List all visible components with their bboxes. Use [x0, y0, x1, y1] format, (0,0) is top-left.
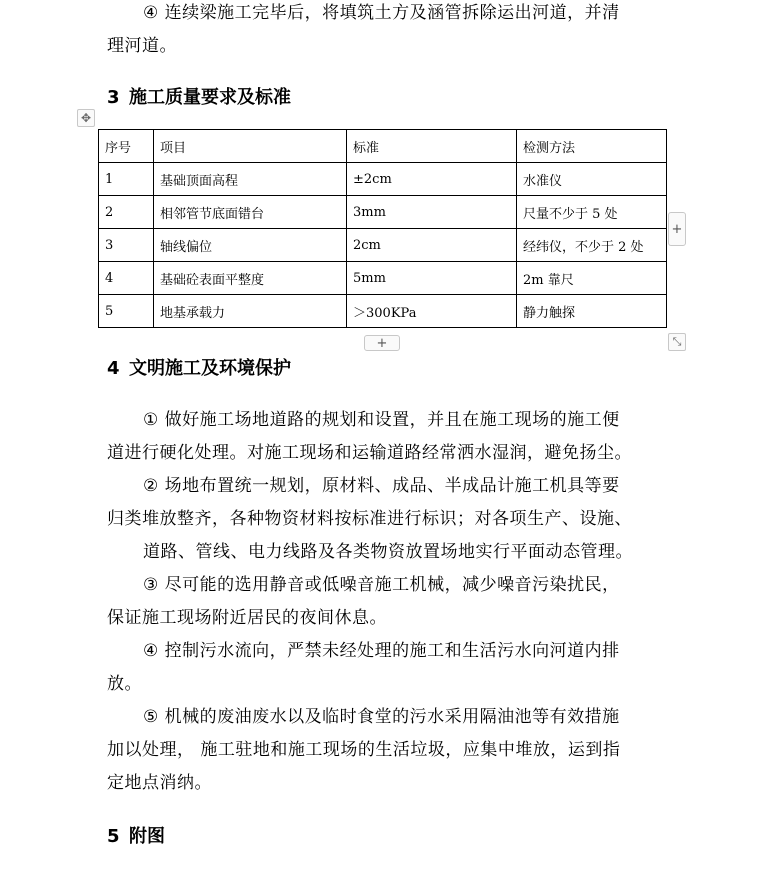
table-row — [99, 295, 667, 328]
section-3-heading — [107, 86, 291, 110]
table-cell: 3 — [99, 229, 154, 262]
paragraph-line: 道进行硬化处理。对施工现场和运输道路经常洒水湿润，避免扬尘。 — [107, 443, 632, 463]
table-cell: 经纬仪，不少于 2 处 — [517, 229, 667, 262]
header-cell-standard: 标准 — [347, 130, 517, 163]
table-row — [99, 262, 667, 295]
add-row-button[interactable] — [364, 335, 400, 351]
paragraph-line: ④ 控制污水流向，严禁未经处理的施工和生活污水向河道内排 — [143, 641, 620, 661]
paragraph-top — [107, 0, 663, 63]
table-row — [99, 163, 667, 196]
section-number: 3 — [107, 87, 120, 108]
table-cell: 2m 靠尺 — [517, 262, 667, 295]
section-title: 附图 — [129, 826, 165, 847]
header-cell-index: 序号 — [99, 130, 154, 163]
table-row — [99, 229, 667, 262]
section-title: 施工质量要求及标准 — [129, 87, 291, 108]
table-cell: 水准仪 — [517, 163, 667, 196]
section-title: 文明施工及环境保护 — [129, 358, 291, 379]
section-number: 5 — [107, 826, 120, 847]
header-cell-item: 项目 — [154, 130, 347, 163]
move-icon: ✥ — [80, 111, 92, 125]
table-cell: 4 — [99, 262, 154, 295]
table-move-handle[interactable] — [77, 109, 95, 127]
table-resize-handle[interactable] — [668, 333, 686, 351]
paragraph-line: 保证施工现场附近居民的夜间休息。 — [107, 608, 387, 628]
plus-icon: + — [376, 335, 388, 351]
table-cell: 基础砼表面平整度 — [154, 262, 347, 295]
table-header-row — [99, 130, 667, 163]
header-cell-method: 检测方法 — [517, 130, 667, 163]
table-cell: ±2cm — [347, 163, 517, 196]
paragraph-line: 定地点消纳。 — [107, 773, 212, 793]
table-cell: 地基承载力 — [154, 295, 347, 328]
paragraph-line: ⑤ 机械的废油废水以及临时食堂的污水采用隔油池等有效措施 — [143, 707, 620, 727]
table-cell: 2cm — [347, 229, 517, 262]
paragraph-line: ① 做好施工场地道路的规划和设置，并且在施工现场的施工便 — [143, 410, 620, 430]
quality-standards-table — [98, 129, 667, 328]
paragraph-line: 理河道。 — [107, 36, 177, 56]
table-cell: 相邻管节底面错台 — [154, 196, 347, 229]
table-cell: 5mm — [347, 262, 517, 295]
table-cell: 基础顶面高程 — [154, 163, 347, 196]
table-cell: 1 — [99, 163, 154, 196]
section-number: 4 — [107, 358, 120, 379]
section-4-heading — [107, 357, 291, 381]
paragraph-line: 归类堆放整齐，各种物资材料按标准进行标识；对各项生产、设施、 — [107, 509, 632, 529]
table-row — [99, 196, 667, 229]
plus-icon: + — [671, 221, 683, 237]
section-4-body — [107, 404, 663, 800]
table-cell: 轴线偏位 — [154, 229, 347, 262]
paragraph-line: 加以处理， 施工驻地和施工现场的生活垃圾，应集中堆放，运到指 — [107, 740, 621, 760]
table-cell: 2 — [99, 196, 154, 229]
paragraph-line: ② 场地布置统一规划，原材料、成品、半成品计施工机具等要 — [143, 476, 620, 496]
add-column-button[interactable] — [668, 212, 686, 246]
paragraph-line: ③ 尽可能的选用静音或低噪音施工机械，减少噪音污染扰民， — [143, 575, 620, 595]
table-cell: 3mm — [347, 196, 517, 229]
table-cell: ＞300KPa — [347, 295, 517, 328]
section-5-heading — [107, 825, 165, 849]
resize-icon: ⤡ — [672, 335, 682, 348]
paragraph-line: ④ 连续梁施工完毕后，将填筑土方及涵管拆除运出河道，并清 — [143, 3, 620, 23]
table-cell: 5 — [99, 295, 154, 328]
table-cell: 尺量不少于 5 处 — [517, 196, 667, 229]
paragraph-line: 道路、管线、电力线路及各类物资放置场地实行平面动态管理。 — [143, 542, 633, 562]
table-cell: 静力触探 — [517, 295, 667, 328]
paragraph-line: 放。 — [107, 674, 142, 694]
